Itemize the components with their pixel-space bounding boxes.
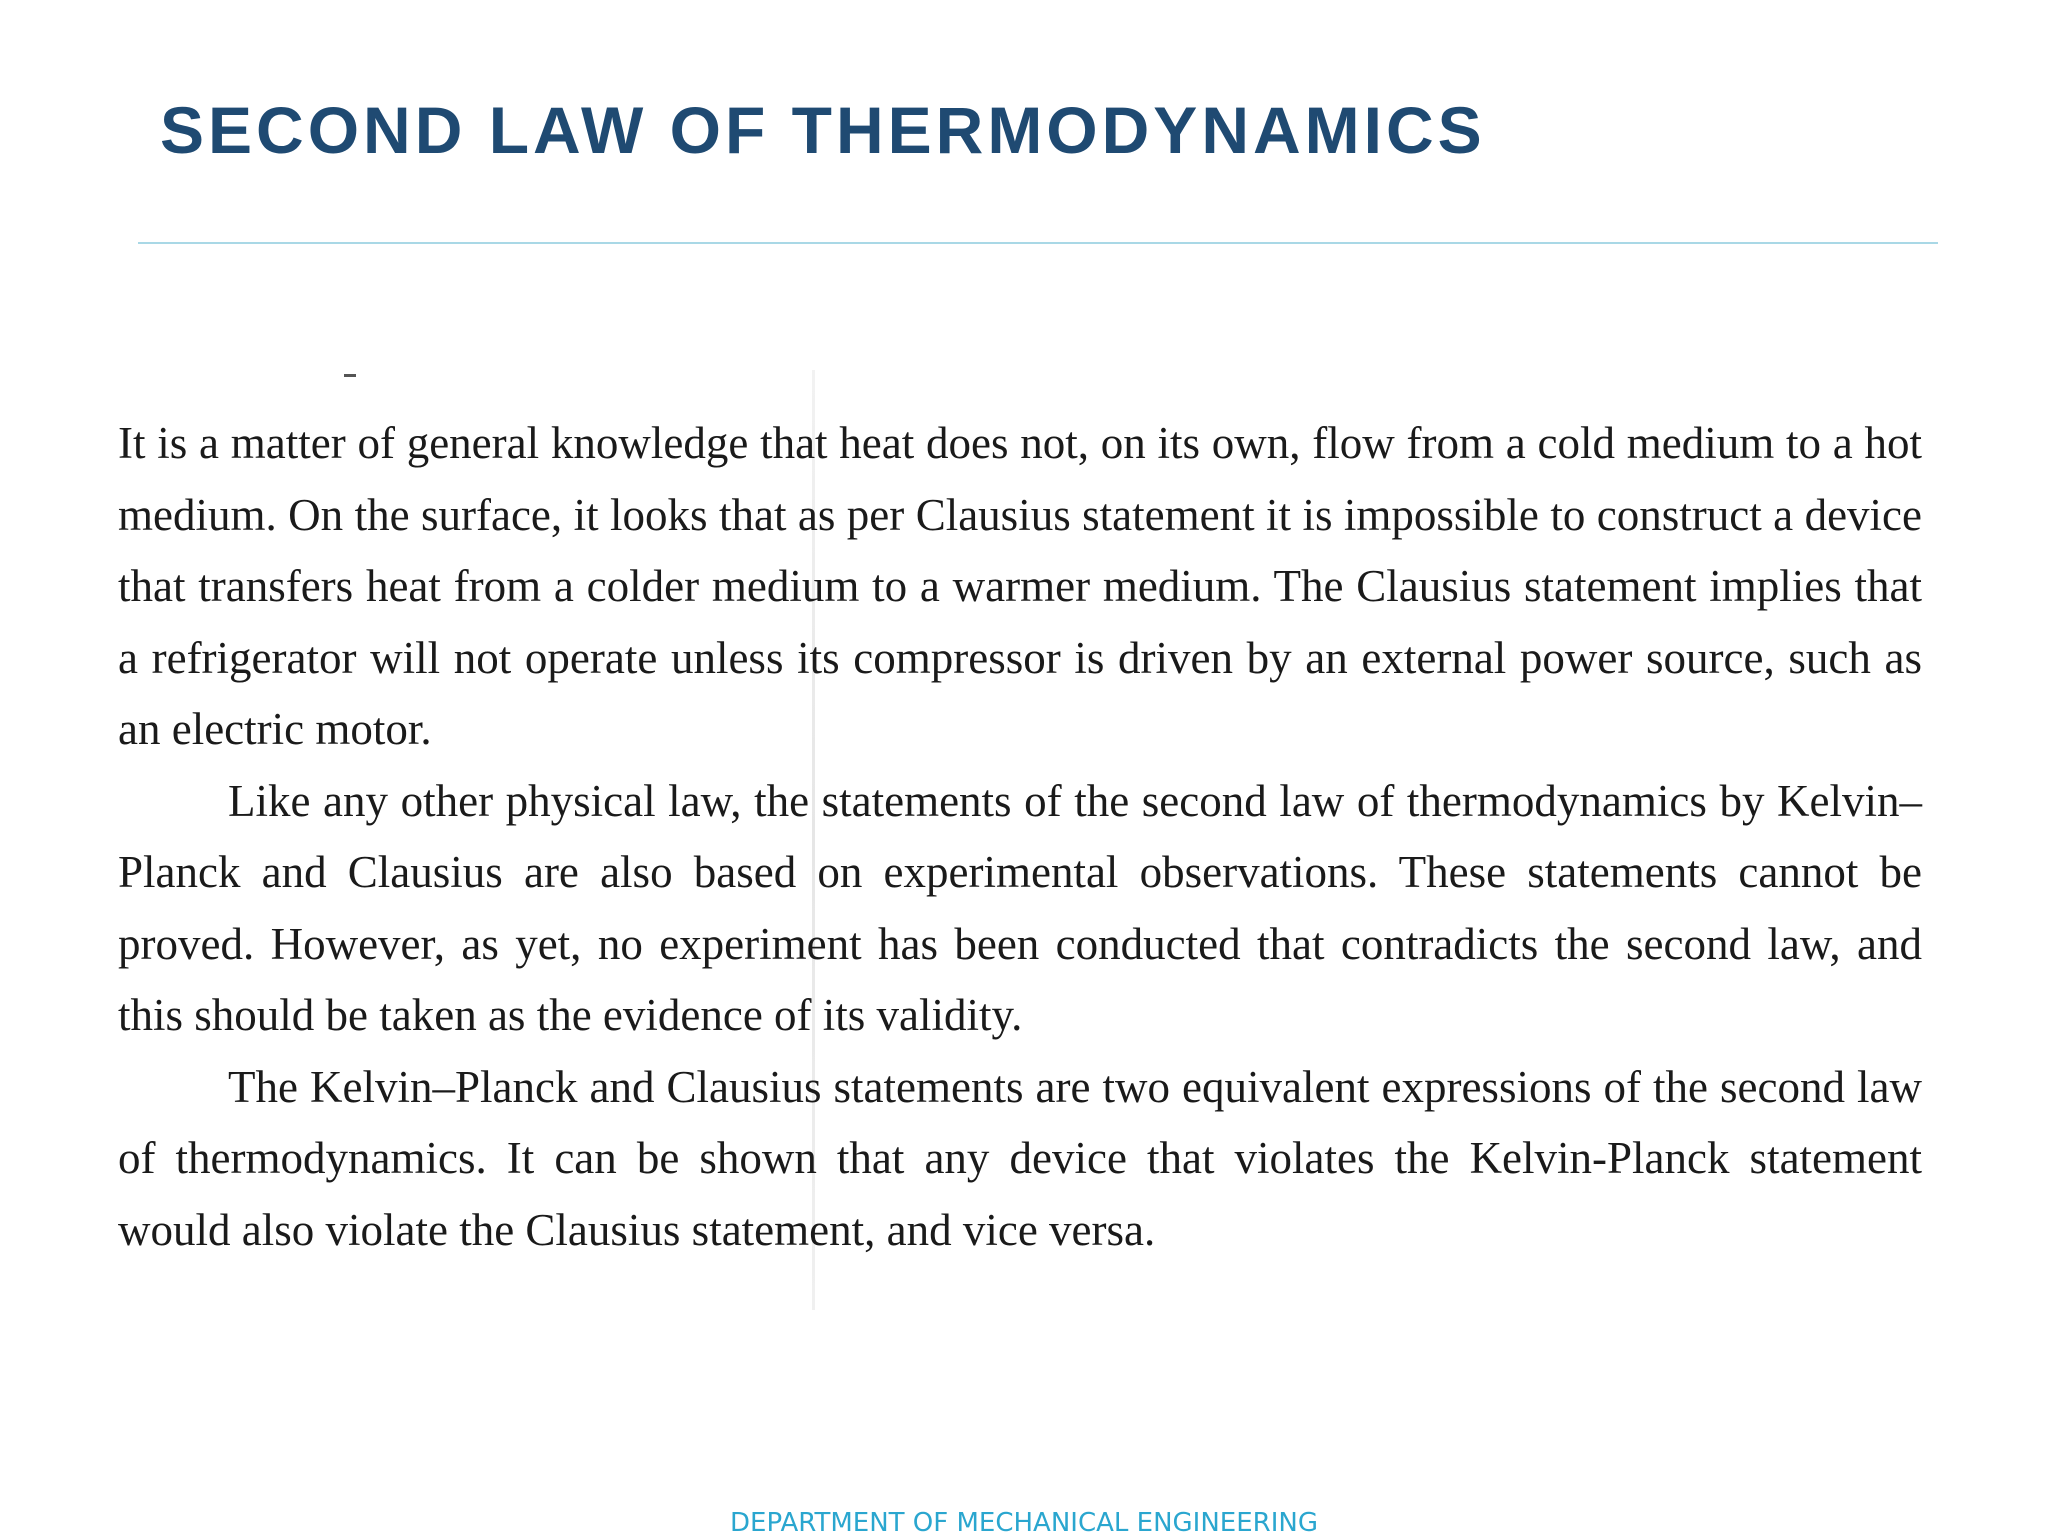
paragraph-equivalence: The Kelvin–Planck and Clausius statements are two equivalent expressions of the second law of thermodynamics. It can be shown that any device that violates the Kelvin-Planck statement would also violate the Clausius statement, and vice versa. [118,1061,1922,1255]
slide-title: SECOND LAW OF THERMODYNAMICS [160,93,1486,167]
footer-department: DEPARTMENT OF MECHANICAL ENGINEERING [730,1508,1318,1538]
title-divider [138,242,1938,244]
paragraph-clausius-intro: It is a matter of general knowledge that heat does not, on its own, flow from a cold medium to a hot medium. On the surface, it looks that as per Clausius statement it is impossible to construct a device that transfers heat from a colder medium to a warmer medium. The Clausius statement implies that a refrigerator will not operate unless its compressor is driven by an external power source, such as an electric motor. [118,418,1922,754]
body-text [118,408,1922,1266]
scan-speck [344,374,356,377]
scanned-text-image [112,370,1924,1320]
paragraph-experimental-basis: Like any other physical law, the statements of the second law of thermodynamics by Kelvin–Planck and Clausius are also based on experimental observations. These statements cannot be proved. However, as yet, no experiment has been conducted that contradicts the second law, and this should be taken as the evidence of its validity. [118,775,1922,1040]
